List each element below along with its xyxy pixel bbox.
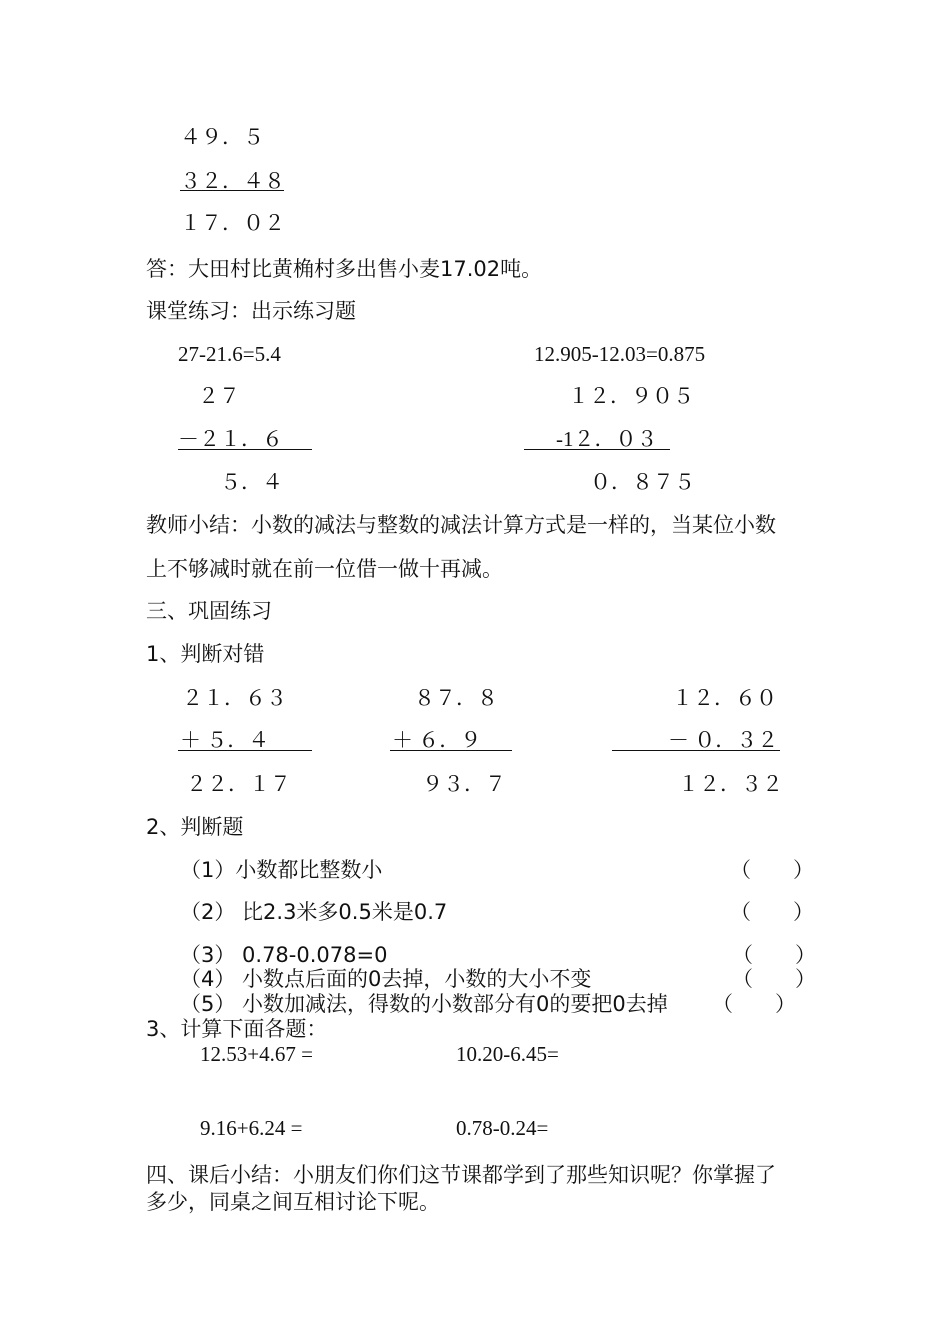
q2-item5-bracket[interactable]: （ ） xyxy=(712,992,796,1016)
q3-item3: 9.16+6.24 = xyxy=(200,1116,303,1140)
practice-left-minuend: ２７ xyxy=(198,384,240,408)
q1-item3-a: １２．６０ xyxy=(672,686,777,710)
vertical1-rule xyxy=(180,190,284,191)
practice-right-equation: 12.905-12.03=0.875 xyxy=(534,342,706,366)
practice-left-equation: 27-21.6=5.4 xyxy=(178,342,281,366)
q2-item4-bracket[interactable]: （ ） xyxy=(732,967,816,991)
q1-item2-rule xyxy=(390,750,512,751)
section3-title: 三、巩固练习 xyxy=(146,599,272,623)
practice-right-result: ０．８７５ xyxy=(590,470,695,494)
q2-title: 2、判断题 xyxy=(146,815,244,839)
q2-item5-text: （5） 小数加减法，得数的小数部分有0的要把0去掉 xyxy=(180,992,668,1016)
q1-item1-b: ＋ ５．４ xyxy=(180,728,270,752)
vertical1-minuend: ４９．５ xyxy=(180,125,264,149)
practice-right-subtrahend: -1２．０３ xyxy=(556,427,658,451)
vertical1-result: １７．０２ xyxy=(180,211,285,235)
q3-title: 3、计算下面各题： xyxy=(146,1017,328,1041)
answer-line: 答：大田村比黄桷村多出售小麦17.02吨。 xyxy=(146,257,543,281)
q1-item1-rule xyxy=(178,750,312,751)
practice-right-rule xyxy=(524,449,670,450)
practice-left-rule xyxy=(178,449,312,450)
q1-item2-b: ＋ ６．９ xyxy=(392,728,482,752)
practice-right-minuend: １２．９０５ xyxy=(568,384,694,408)
summary-line1: 教师小结：小数的减法与整数的减法计算方式是一样的，当某位小数 xyxy=(146,513,776,537)
section4-line2: 多少，同桌之间互相讨论下呢。 xyxy=(146,1190,440,1214)
summary-line2: 上不够减时就在前一位借一做十再减。 xyxy=(146,557,503,581)
q1-item2-result: ９３．７ xyxy=(422,772,506,796)
practice-left-result: ５．４ xyxy=(220,470,283,494)
q3-item2: 10.20-6.45= xyxy=(456,1042,559,1066)
q1-item3-result: １２．３２ xyxy=(678,772,783,796)
practice-left-subtrahend: －２１．６ xyxy=(178,427,283,451)
q1-item1-a: ２１．６３ xyxy=(182,686,287,710)
q1-item2-a: ８７．８ xyxy=(414,686,498,710)
q1-item3-b: － ０．３２ xyxy=(668,728,779,752)
q2-item2-text: （2） 比2.3米多0.5米是0.7 xyxy=(180,900,448,924)
q3-item4: 0.78-0.24= xyxy=(456,1116,549,1140)
q2-item3-bracket[interactable]: （ ） xyxy=(732,943,816,967)
section4-line1: 四、课后小结：小朋友们你们这节课都学到了那些知识呢？你掌握了 xyxy=(146,1163,776,1187)
q1-item1-result: ２２．１７ xyxy=(186,772,291,796)
practice-title: 课堂练习：出示练习题 xyxy=(146,299,356,323)
q2-item4-text: （4） 小数点后面的0去掉，小数的大小不变 xyxy=(180,967,592,991)
q2-item1-bracket[interactable]: （ ） xyxy=(730,858,814,882)
q3-item1: 12.53+4.67 = xyxy=(200,1042,313,1066)
q2-item1-text: （1）小数都比整数小 xyxy=(180,858,383,882)
q2-item2-bracket[interactable]: （ ） xyxy=(730,900,814,924)
q2-item3-text: （3） 0.78-0.078=0 xyxy=(180,943,388,967)
q1-title: 1、判断对错 xyxy=(146,642,265,666)
q1-item3-rule xyxy=(612,750,780,751)
vertical1-subtrahend: ３２．４８ xyxy=(180,169,285,193)
